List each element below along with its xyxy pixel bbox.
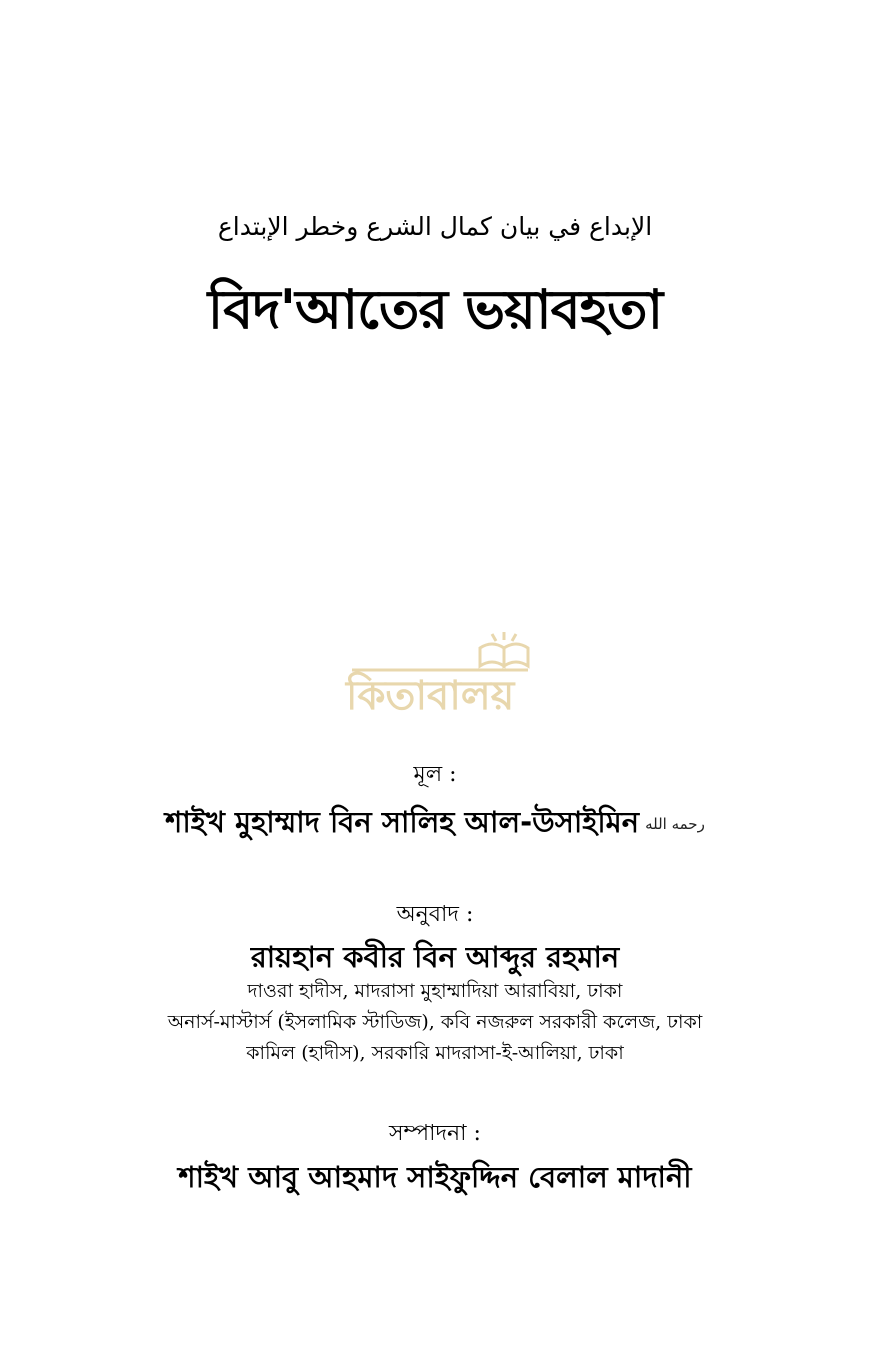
honorific-glyph: رحمه الله bbox=[645, 815, 705, 833]
author-name bbox=[0, 800, 870, 849]
translator-label: অনুবাদ : bbox=[396, 902, 474, 927]
editor-name: শাইখ আবু আহমাদ সাইফুদ্দিন বেলাল মাদানী bbox=[178, 1160, 692, 1194]
watermark-text: কিতাবালয় bbox=[346, 673, 515, 719]
publisher-watermark bbox=[342, 626, 534, 718]
translator-credential: অনার্স-মাস্টার্স (ইসলামিক স্টাডিজ), কবি নজরুল সরকারী কলেজ, ঢাকা bbox=[167, 1011, 703, 1033]
translator-credential: কামিল (হাদীস), সরকারি মাদরাসা-ই-আলিয়া, ঢাকা bbox=[246, 1042, 624, 1064]
translator-name: রায়হান কবীর বিন আব্দুর রহমান bbox=[250, 940, 620, 974]
arabic-title: الإبداع في بيان كمال الشرع وخطر الإبتداع bbox=[217, 212, 653, 241]
author-name-text: শাইখ মুহাম্মাদ বিন সালিহ আল-উসাইমিন bbox=[165, 805, 640, 839]
book-title: বিদ'আতের ভয়াবহতা bbox=[207, 278, 663, 341]
author-label: মূল : bbox=[413, 762, 457, 787]
translator-credential: দাওরা হাদীস, মাদরাসা মুহাম্মাদিয়া আরাবিয়া, ঢাকা bbox=[247, 980, 623, 1002]
editor-label: সম্পাদনা : bbox=[389, 1121, 481, 1146]
